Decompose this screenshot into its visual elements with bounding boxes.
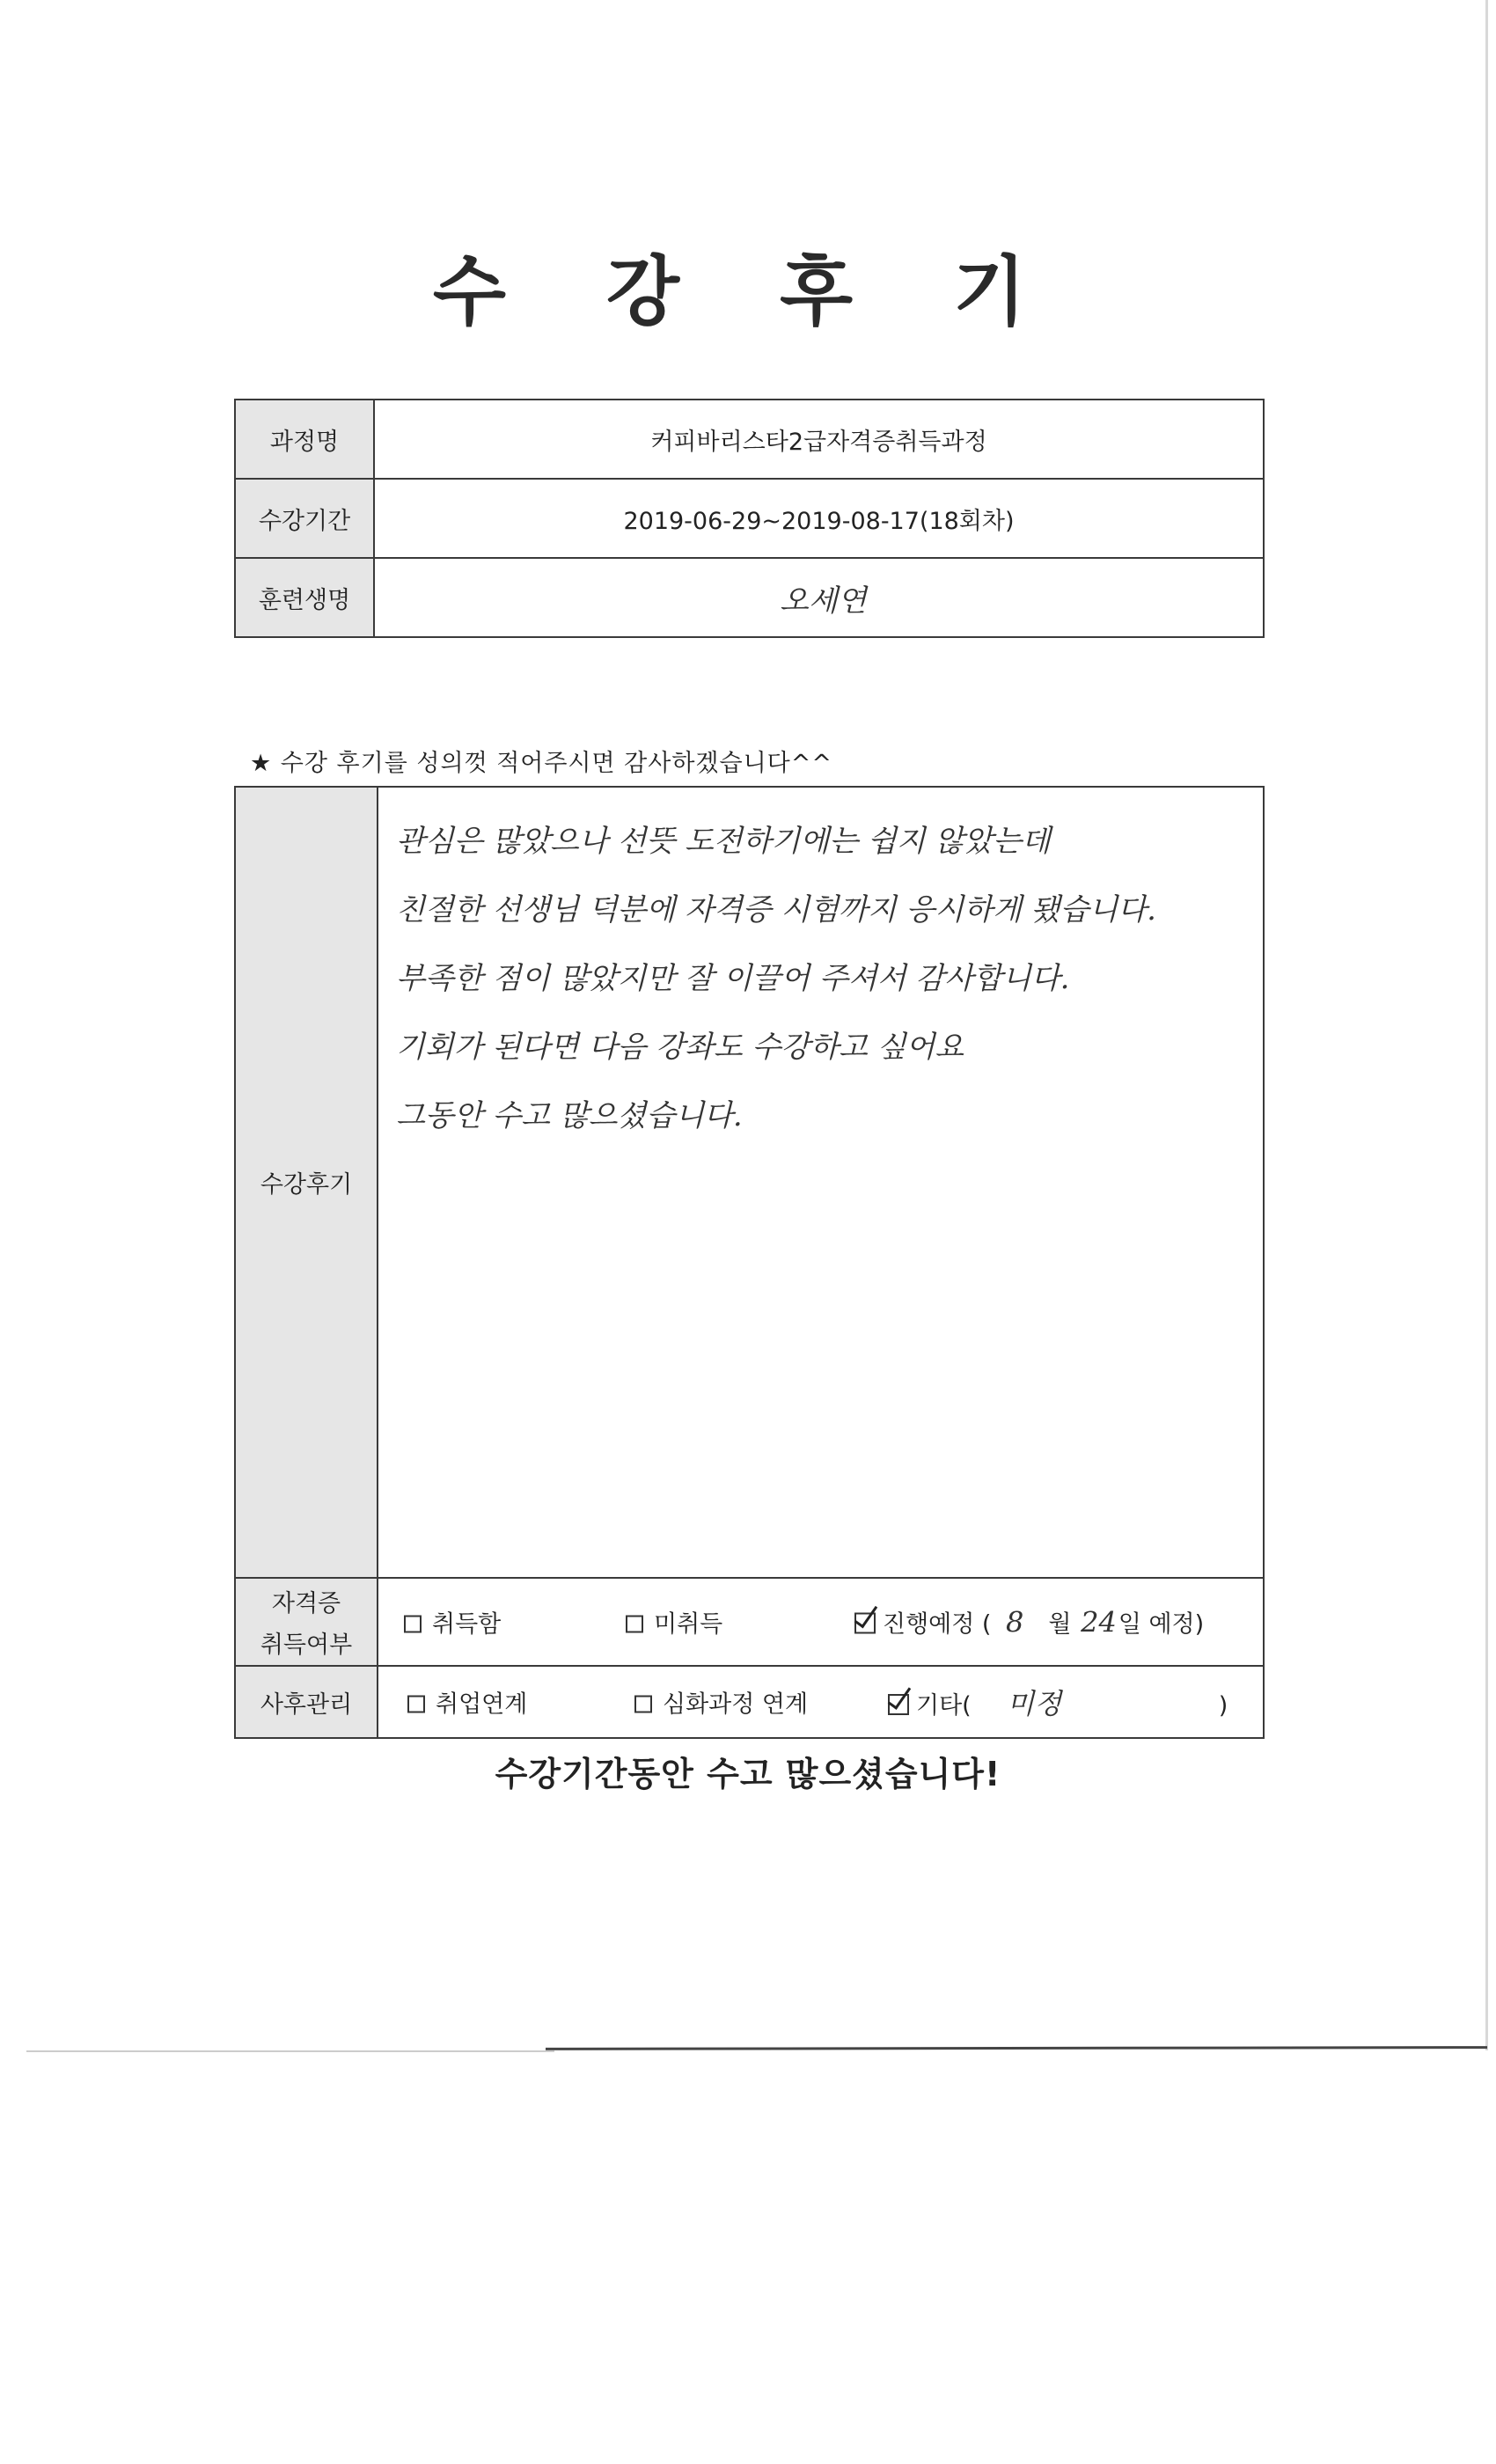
review-line: 관심은 많았으나 선뜻 도전하기에는 쉽지 않았는데 (396, 824, 1051, 859)
cert-options-row (379, 1580, 1262, 1664)
cert-label-line: 취득여부 (260, 1632, 353, 1659)
checked-checkbox-icon[interactable] (888, 1694, 909, 1715)
cert-label-line: 자격증 (271, 1590, 341, 1617)
review-line: 그동안 수고 많으셨습니다. (396, 1098, 743, 1133)
cert-label (235, 1578, 378, 1666)
after-other-handwritten: 미정 (1007, 1687, 1062, 1720)
table-row (235, 787, 1264, 1578)
cert-day-suffix: 일 예정) (1118, 1610, 1205, 1639)
scan-edge (26, 2050, 554, 2052)
cert-option-obtained-label: 취득함 (432, 1610, 502, 1639)
cert-option-obtained[interactable] (404, 1605, 501, 1639)
period-value: 2019-06-29~2019-08-17(18회차) (374, 479, 1264, 558)
after-option-job-label: 취업연계 (436, 1690, 528, 1719)
after-options (378, 1666, 1264, 1738)
course-info-table (234, 399, 1265, 638)
instruction-note: ★ 수강 후기를 성의껏 적어주시면 감사하겠습니다^^ (250, 750, 833, 777)
table-row (235, 558, 1264, 637)
period-label: 수강기간 (235, 479, 374, 558)
course-value: 커피바리스타2급자격증취득과정 (374, 400, 1264, 479)
table-row (235, 1578, 1264, 1666)
review-line: 부족한 점이 많았지만 잘 이끌어 주셔서 감사합니다. (396, 961, 1070, 996)
after-options-row (379, 1668, 1262, 1736)
trainee-label: 훈련생명 (235, 558, 374, 637)
cert-option-not-obtained-label: 미취득 (654, 1610, 723, 1639)
after-label: 사후관리 (235, 1666, 378, 1738)
cert-options (378, 1578, 1264, 1666)
scan-edge (546, 2046, 1487, 2050)
checkbox-icon[interactable] (634, 1696, 652, 1713)
course-label: 과정명 (235, 400, 374, 479)
after-option-advanced-label: 심화과정 연계 (663, 1690, 809, 1719)
checkbox-icon[interactable] (407, 1696, 425, 1713)
table-row (235, 1666, 1264, 1738)
review-label: 수강후기 (235, 787, 378, 1578)
checked-checkbox-icon[interactable] (854, 1613, 876, 1634)
cert-day-handwritten: 24 (1081, 1605, 1117, 1639)
review-line: 기회가 된다면 다음 강좌도 수강하고 싶어요 (396, 1030, 964, 1065)
after-option-other-label: 기타( (916, 1692, 972, 1720)
cert-option-in-progress[interactable] (854, 1605, 1204, 1639)
review-table (234, 786, 1265, 1739)
review-line: 친절한 선생님 덕분에 자격증 시험까지 응시하게 됐습니다. (396, 892, 1156, 928)
review-body (378, 787, 1264, 1578)
checkbox-icon[interactable] (404, 1616, 422, 1633)
table-row (235, 400, 1264, 479)
cert-month-unit: 월 (1048, 1610, 1072, 1639)
after-option-other-close: ) (1218, 1692, 1228, 1720)
after-option-other[interactable] (888, 1682, 1228, 1722)
review-handwriting (396, 807, 1263, 1150)
checkbox-icon[interactable] (626, 1616, 643, 1633)
footer-message: 수강기간동안 수고 많으셨습니다! (495, 1755, 1001, 1793)
cert-month-handwritten: 8 (1006, 1605, 1024, 1639)
table-row (235, 479, 1264, 558)
page-title: 수 강 후 기 (432, 248, 1064, 336)
cert-option-in-progress-label: 진행예정 ( (883, 1610, 992, 1639)
after-option-advanced[interactable] (634, 1685, 808, 1720)
cert-option-not-obtained[interactable] (626, 1605, 722, 1639)
after-option-job[interactable] (407, 1685, 527, 1720)
trainee-name-handwritten: 오세연 (780, 583, 867, 619)
trainee-value (374, 558, 1264, 637)
